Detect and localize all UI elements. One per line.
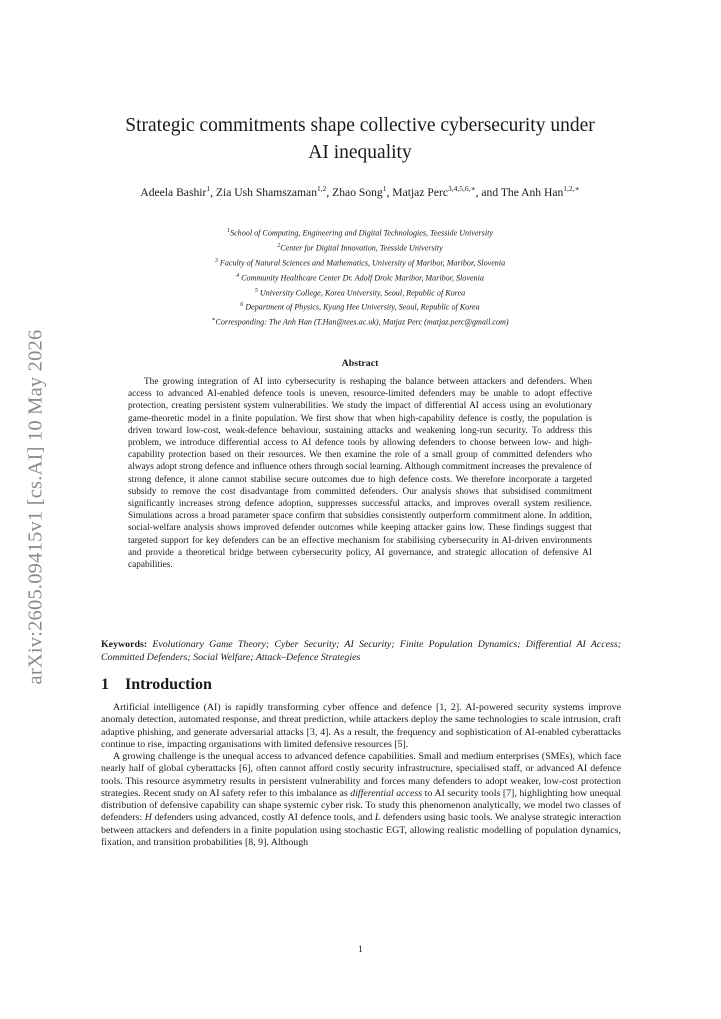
corresponding-author-line: [100, 314, 620, 329]
affiliation-line: [100, 285, 620, 300]
title-line-1: Strategic commitments shape collective cybersecurity under: [125, 115, 595, 136]
keywords-label: Keywords:: [101, 639, 148, 650]
keywords-text: Evolutionary Game Theory; Cyber Security; AI Security; Finite Population Dynamics; Differential AI Access; Committed Defenders; Social Welfare; Attack–Defence Strategies: [101, 639, 622, 663]
arxiv-stamp-text: arXiv:2605.09415v1 [cs.AI] 10 May 2026: [24, 329, 47, 685]
affiliation-text: Corresponding: The Anh Han (T.Han@tees.ac.uk), Matjaz Perc (matjaz.perc@gmail.com): [215, 318, 509, 328]
affiliation-sup: 3: [214, 257, 218, 264]
affiliation-sup: 5: [254, 287, 258, 294]
affiliation-text: School of Computing, Engineering and Digital Technologies, Teesside University: [230, 228, 493, 238]
abstract-heading: Abstract: [341, 358, 379, 369]
affiliation-line: [100, 255, 620, 270]
paragraph: Artificial intelligence (AI) is rapidly transforming cyber offence and defence [1, 2]. AI-powered security systems improve anomaly detection, automated response, and threat prediction, while attackers deploy the same technologies to scale intrusion, craft adaptive phishing, and generate adversarial attacks [3, 4]. As a result, the frequency and sophistication of AI-enabled cyberattacks continue to rise, impacting organisations with limited defensive resources [5].: [101, 702, 621, 750]
paragraph-text: A growing challenge is the unequal access to advanced defence capabilities. Small and medium enterprises (SMEs), which face nearly half of global cyberattacks [6], often cannot afford costly security infrastructure, specialised staff, or advanced AI defence tools. This resource asymmetry results in persistent vulnerability and forces many defenders to adopt weaker, low-cost protection strategies. Recent study on AI safety refer to this imbalance as: [101, 751, 621, 799]
affiliation-sup: 2: [277, 242, 281, 249]
abstract-text: The growing integration of AI into cybersecurity is reshaping the balance between attackers and defenders. When access to advanced AI-enabled defence tools is uneven, resource-limited defenders may be unable to adopt effective protection, creating persistent system vulnerabilities. We study the impact of differential AI access using an evolutionary game-theoretic model in a finite population. We first show that when high-capability defence is costly, the population is driven toward low-cost, weak-defence behaviour, sustaining attacks and weakening long-run security. To address this problem, we introduce differential access to AI defence tools by allowing defenders to choose between low- and high-capability protection based on their resources. We then examine the role of a small group of committed defenders who always adopt strong defence and influence others through social learning. Although commitment increases the prevalence of strong defence, it alone cannot stabilise secure outcomes due to high defence costs. We therefore incorporate a targeted subsidy to remove the cost disadvantage from committed defenders. Our analysis shows that subsidised commitment significantly increases strong defence adoption, suppresses successful attacks, and improves overall system resilience. Simulations across a broad parameter space confirm that subsidies consistently outperform commitment alone. In addition, social-welfare analysis shows improved defender outcomes while keeping attacker gains low. These findings suggest that targeted support for key defenders can be an effective mechanism for stabilising cybersecurity in AI-driven environments and provide a theoretical bridge between cybersecurity policy, AI governance, and strategic allocation of defensive AI capabilities.: [128, 377, 592, 571]
affiliation-sup: ∗: [211, 317, 216, 324]
section-heading: [101, 676, 621, 694]
paragraph-text: defenders using basic tools. We analyse strategic interaction between attackers and defenders in a finite population using stochastic EGT, allowing realistic modelling of population dynamics, fixation, and transition probabilities [8, 9]. Although: [101, 812, 622, 848]
emphasis-text: differential access: [350, 787, 423, 799]
author-name: Zia Ush Shamszaman: [215, 185, 317, 199]
introduction-body: [101, 702, 621, 849]
author-name: Zhao Song: [332, 185, 383, 199]
section-title: Introduction: [125, 676, 212, 693]
author-list: Adeela Bashir$^1$, Zia Ush Shamszaman$^{1,2}$, Zhao Song$^1$, Matjaz Perc$^{3,4,5,6,∗}$, and The Anh Han$^{1,2,∗}$: [140, 184, 580, 199]
math-symbol-h: H: [144, 812, 152, 824]
author-affil-sup: 1: [382, 184, 387, 193]
affiliation-line: [100, 240, 620, 255]
affiliation-list: [100, 225, 620, 329]
author-affil-sup: 1,2,∗: [563, 184, 580, 193]
affiliation-sup: 1: [227, 228, 231, 234]
author-affil-sup: 1: [206, 184, 211, 193]
section-number: 1: [101, 676, 109, 693]
affiliation-text: University College, Korea University, Seoul, Republic of Korea: [259, 288, 466, 298]
title-line-2: AI inequality: [308, 142, 412, 163]
paragraph-text: defenders using advanced, costly AI defence tools, and: [151, 812, 375, 824]
arxiv-identifier-stamp: [14, 292, 58, 722]
affiliation-text: Department of Physics, Kyung Hee University, Seoul, Republic of Korea: [245, 303, 480, 313]
affiliation-text: Community Healthcare Center Dr. Adolf Drolc Maribor, Maribor, Slovenia: [241, 273, 484, 283]
author-name: The Anh Han: [500, 185, 564, 199]
math-symbol-l: L: [374, 812, 381, 824]
author-affil-sup: 1,2: [317, 184, 327, 193]
affiliation-line: [100, 299, 620, 314]
affiliation-sup: 4: [236, 272, 240, 279]
author-affil-sup: 3,4,5,6,∗: [447, 184, 476, 193]
author-name: Adeela Bashir: [140, 185, 207, 199]
affiliation-text: Faculty of Natural Sciences and Mathematics, University of Maribor, Maribor, Slovenia: [219, 258, 506, 268]
keywords: [101, 638, 621, 664]
affiliation-sup: 6: [240, 302, 244, 309]
affiliation-line: [100, 225, 620, 240]
paragraph-text: to AI security tools [7], highlighting how unequal distribution of defensive capability can shape systemic cyber risk. To study this phenomenon analytically, we model two classes of defenders:: [101, 787, 621, 824]
affiliation-line: [100, 270, 620, 285]
paper-title: [100, 112, 620, 166]
author-name: Matjaz Perc: [392, 185, 448, 199]
paragraph: [101, 751, 621, 849]
page-number: 1: [358, 944, 363, 955]
affiliation-text: Center for Digital Innovation, Teesside University: [280, 243, 443, 253]
